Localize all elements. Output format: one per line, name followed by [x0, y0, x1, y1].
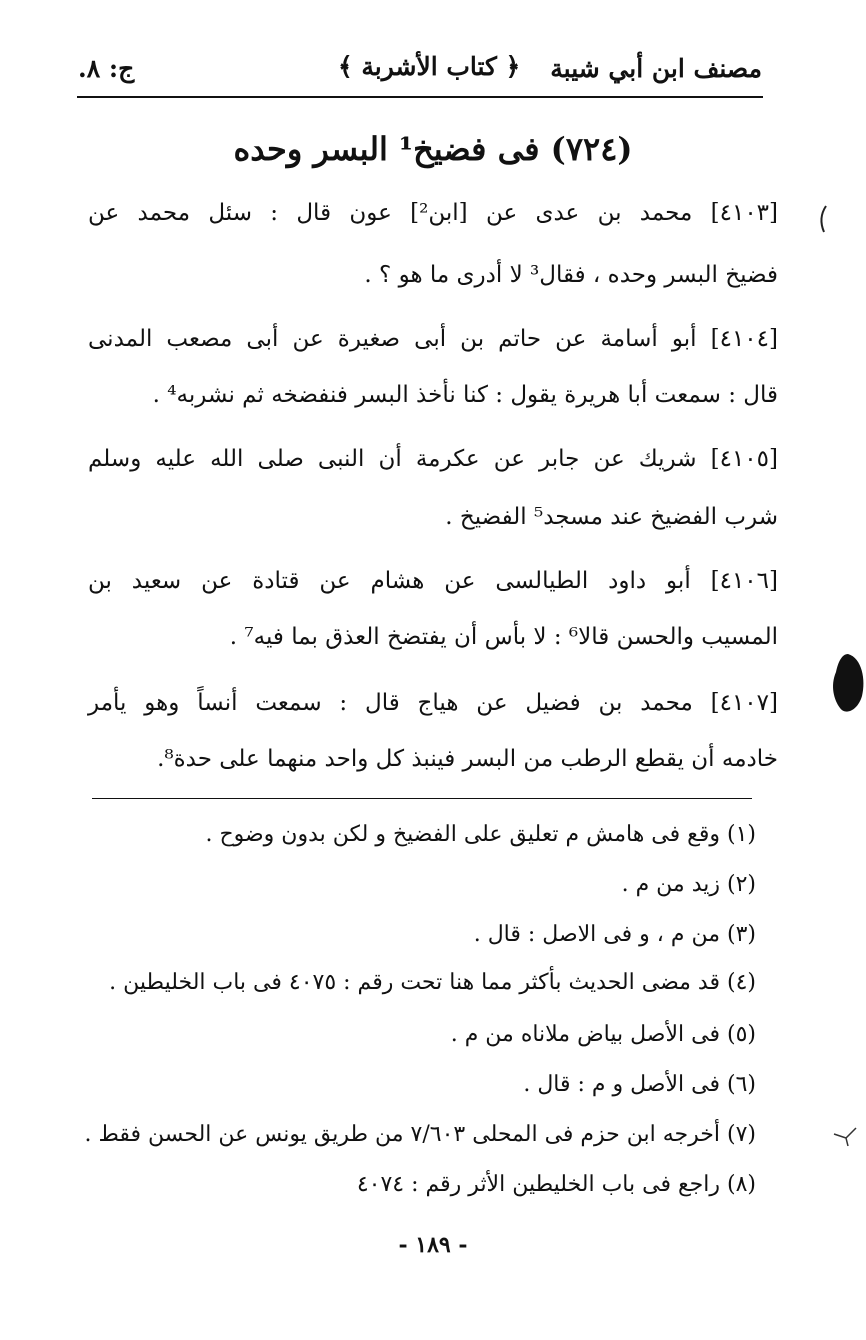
hadith-4103-line-1: [٤١٠٣] محمد بن عدى عن [ابن²] عون قال : سئل محمد عن	[88, 200, 779, 226]
margin-tick-mark	[832, 1124, 858, 1148]
hadith-4107-line-2: خادمه أن يقطع الرطب من البسر فينبذ كل واحد منهما على حدة⁸.	[157, 746, 778, 772]
running-header-chapter: ﴿ كتاب الأشربة ﴾	[338, 52, 521, 81]
hadith-4106-line-2: المسيب والحسن قالا⁶ : لا بأس أن يفتضخ العذق بما فيه⁷ .	[229, 624, 778, 650]
footnote-8: (٨) راجع فى باب الخليطين الأثر رقم : ٤٠٧٤	[356, 1172, 756, 1197]
footnote-2: (٢) زيد من م .	[621, 872, 756, 897]
footnote-3: (٣) من م ، و فى الاصل : قال .	[473, 922, 756, 947]
margin-bracket-mark	[812, 204, 832, 234]
hadith-4104-line-1: [٤١٠٤] أبو أسامة عن حاتم بن أبى صغيرة عن أبى مصعب المدنى	[88, 326, 778, 352]
hadith-4104-line-2: قال : سمعت أبا هريرة يقول : كنا نأخذ البسر فنفضخه ثم نشربه⁴ .	[152, 382, 778, 408]
header-rule	[77, 96, 763, 98]
section-title: (٧٢٤) فى فضيخ¹ البسر وحده	[233, 130, 633, 168]
footnote-rule	[92, 798, 752, 799]
running-header-volume: ج: ٨.	[78, 54, 135, 83]
footnote-6: (٦) فى الأصل و م : قال .	[523, 1072, 756, 1097]
running-header-book-title: مصنف ابن أبي شيبة	[550, 54, 762, 83]
hadith-4107-line-1: [٤١٠٧] محمد بن فضيل عن هياج قال : سمعت أنساً وهو يأمر	[88, 690, 778, 716]
footnote-1: (١) وقع فى هامش م تعليق على الفضيخ و لكن بدون وضوح .	[205, 822, 756, 847]
footnote-4: (٤) قد مضى الحديث بأكثر مما هنا تحت رقم : ٤٠٧٥ فى باب الخليطين .	[109, 970, 756, 995]
hadith-4105-line-2: شرب الفضيخ عند مسجد⁵ الفضيخ .	[445, 504, 778, 530]
footnote-5: (٥) فى الأصل بياض ملاناه من م .	[450, 1022, 756, 1047]
page-number: - ١٨٩ -	[398, 1232, 468, 1258]
hadith-4106-line-1: [٤١٠٦] أبو داود الطيالسى عن هشام عن قتادة عن سعيد بن	[88, 568, 778, 594]
hadith-4105-line-1: [٤١٠٥] شريك عن جابر عن عكرمة أن النبى صلى الله عليه وسلم	[88, 446, 778, 472]
footnote-7: (٧) أخرجه ابن حزم فى المحلى ٧/٦٠٣ من طريق يونس عن الحسن فقط .	[84, 1122, 756, 1147]
ink-blot-mark	[828, 650, 866, 720]
hadith-4103-line-2: فضيخ البسر وحده ، فقال³ لا أدرى ما هو ؟ .	[364, 262, 778, 288]
